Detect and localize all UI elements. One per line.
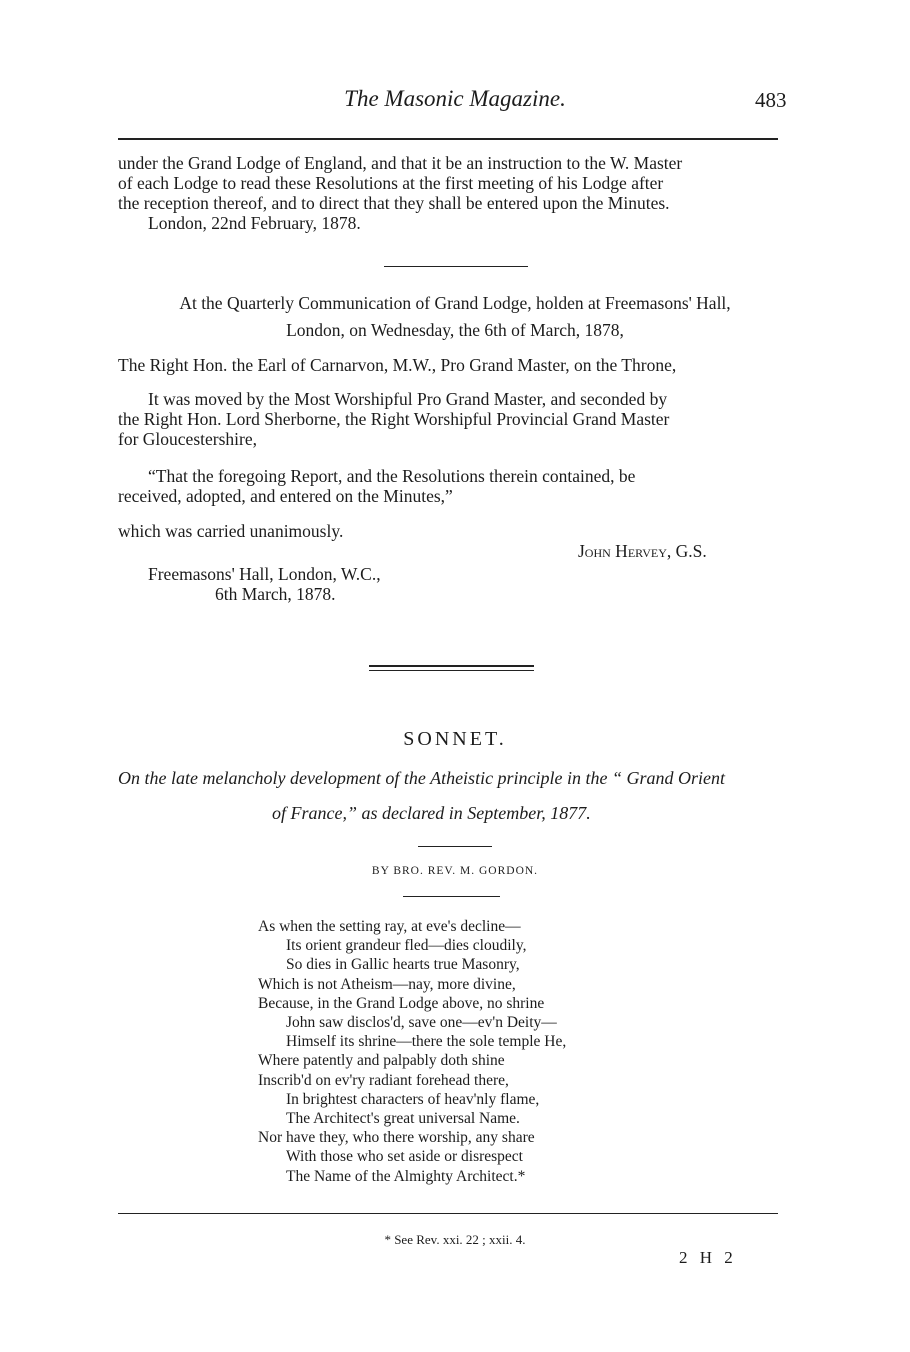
byline-rule-top bbox=[418, 846, 492, 847]
sonnet-poem bbox=[258, 917, 566, 1186]
poem-line: Inscrib'd on ev'ry radiant forehead there, bbox=[258, 1071, 509, 1089]
poem-line: John saw disclos'd, save one—ev'n Deity— bbox=[286, 1014, 557, 1032]
communication-heading-1: At the Quarterly Communication of Grand Lodge, holden at Freemasons' Hall, bbox=[179, 293, 731, 313]
sonnet-title: SONNET. bbox=[403, 728, 507, 750]
poem-line: Himself its shrine—there the sole temple He, bbox=[286, 1033, 567, 1051]
quote-line: “That the foregoing Report, and the Resolutions therein contained, be bbox=[148, 466, 636, 486]
double-rule-top bbox=[369, 665, 534, 667]
resolution-quote bbox=[118, 466, 635, 506]
sonnet-subtitle-1: On the late melancholy development of the Atheistic principle in the “ Grand Orient bbox=[118, 768, 726, 788]
resolution-line: of each Lodge to read these Resolutions at the first meeting of his Lodge after bbox=[118, 173, 664, 193]
poem-line: Its orient grandeur fled—dies cloudily, bbox=[286, 937, 527, 955]
poem-line: As when the setting ray, at eve's decline— bbox=[258, 918, 521, 935]
double-rule-bottom bbox=[369, 670, 534, 671]
throne-line: The Right Hon. the Earl of Carnarvon, M.W., Pro Grand Master, on the Throne, bbox=[118, 355, 677, 375]
poem-line: The Architect's great universal Name. bbox=[286, 1110, 520, 1128]
sonnet-byline: BY BRO. REV. M. GORDON. bbox=[371, 865, 539, 877]
header-rule bbox=[118, 138, 778, 140]
sonnet-subtitle-2: of France,” as declared in September, 1877. bbox=[272, 803, 591, 823]
byline-rule-bottom bbox=[403, 896, 500, 897]
resolution-line: the reception thereof, and to direct that they shall be entered upon the Minutes. bbox=[118, 193, 670, 213]
resolution-text bbox=[118, 153, 682, 233]
page-number: 483 bbox=[755, 88, 787, 112]
poem-line: With those who set aside or disrespect bbox=[286, 1148, 523, 1166]
footer-rule bbox=[118, 1213, 778, 1214]
poem-line: Nor have they, who there worship, any share bbox=[258, 1129, 535, 1147]
poem-line: Because, in the Grand Lodge above, no shrine bbox=[258, 994, 545, 1012]
motion-line: the Right Hon. Lord Sherborne, the Right Worshipful Provincial Grand Master bbox=[118, 409, 670, 429]
running-title: The Masonic Magazine. bbox=[344, 86, 566, 111]
poem-line: Which is not Atheism—nay, more divine, bbox=[258, 975, 516, 993]
section-divider bbox=[384, 266, 528, 267]
place-date: 6th March, 1878. bbox=[215, 584, 336, 604]
motion-text bbox=[118, 389, 669, 449]
poem-line: In brightest characters of heav'nly flame, bbox=[286, 1090, 540, 1108]
quote-line: received, adopted, and entered on the Minutes,” bbox=[118, 486, 453, 506]
secretary-signature: John Hervey, G.S. bbox=[578, 541, 707, 561]
footnote: * See Rev. xxi. 22 ; xxii. 4. bbox=[384, 1232, 526, 1247]
resolution-date: London, 22nd February, 1878. bbox=[148, 213, 361, 233]
poem-line: So dies in Gallic hearts true Masonry, bbox=[286, 956, 520, 974]
poem-line: Where patently and palpably doth shine bbox=[258, 1052, 505, 1070]
signature-mark: 2 H 2 bbox=[679, 1248, 737, 1267]
motion-line: It was moved by the Most Worshipful Pro Grand Master, and seconded by bbox=[148, 389, 668, 409]
poem-line: The Name of the Almighty Architect.* bbox=[286, 1167, 526, 1185]
place-line: Freemasons' Hall, London, W.C., bbox=[148, 564, 381, 584]
communication-heading-2: London, on Wednesday, the 6th of March, 1878, bbox=[286, 320, 624, 340]
resolution-line: under the Grand Lodge of England, and that it be an instruction to the W. Master bbox=[118, 153, 683, 173]
motion-line: for Gloucestershire, bbox=[118, 429, 257, 449]
carried-line: which was carried unanimously. bbox=[118, 521, 344, 541]
